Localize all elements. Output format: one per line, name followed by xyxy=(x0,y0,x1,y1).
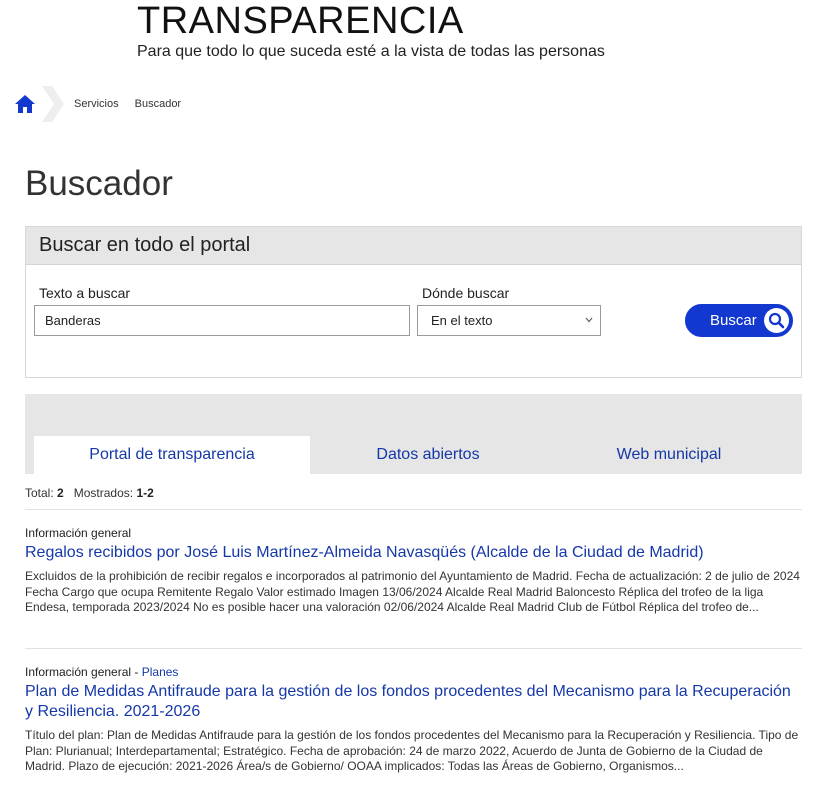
where-select-value: En el texto xyxy=(431,313,493,328)
result-category xyxy=(25,526,802,540)
chevron-right-icon xyxy=(40,86,64,122)
shown-label: Mostrados: xyxy=(73,486,134,500)
where-select[interactable] xyxy=(417,305,601,336)
result-category-label: Información general xyxy=(25,526,132,540)
search-panel xyxy=(25,226,802,378)
results-summary xyxy=(25,486,154,500)
result-snippet: Excluidos de la prohibición de recibir regalos e incorporados al patrimonio del Ayuntamiento de Madrid. Fecha de actualización: 2 de julio de 2024 Fecha Cargo que ocupa Remitente Regalo Valor estimado Imagen 13/06/2024 Alcalde Real Madrid Baloncesto Réplica del trofeo de la liga Endesa, temporada 2023/2024 No es posible hacer una valoración 02/06/2024 Alcalde Real Madrid Club de Fútbol Réplica del trofeo de... xyxy=(25,569,800,614)
tabs-bar xyxy=(25,394,802,474)
result-category xyxy=(25,665,802,679)
tab-portal-de-transparencia[interactable]: Portal de transparencia xyxy=(34,436,310,474)
tab-web-municipal[interactable]: Web municipal xyxy=(616,446,722,463)
result-item xyxy=(25,509,802,616)
shown-value: 1-2 xyxy=(136,486,154,500)
page-title: Buscador xyxy=(25,164,173,203)
search-panel-header xyxy=(26,227,801,265)
breadcrumb-home-link[interactable] xyxy=(12,91,38,117)
search-text-label: Texto a buscar xyxy=(39,285,131,301)
breadcrumb-item-servicios[interactable]: Servicios xyxy=(74,98,119,110)
site-subtitle: Para que todo lo que suceda esté a la vista de todas las personas xyxy=(137,43,605,60)
result-snippet: Título del plan: Plan de Medidas Antifraude para la gestión de los fondos procedentes del Mecanismo para la Recuperación y Resiliencia. Tipo de Plan: Plurianual; Interdepartamental; Estratégico. Fecha de aprobación: 24 de marzo 2022, Acuerdo de Junta de Gobierno de la Ciudad de Madrid. Plazo de ejecución: 2021-2026 Área/s de Gobierno/ OOAA implicados: Todas las Áreas de Gobierno, Organismos... xyxy=(25,728,799,773)
result-subcategory-link[interactable]: Planes xyxy=(141,665,179,679)
result-category-label: Información general xyxy=(25,665,132,679)
site-header xyxy=(137,0,605,61)
result-title-link[interactable]: Regalos recibidos por José Luis Martínez-Almeida Navasqüés (Alcalde de la Ciudad de Madrid) xyxy=(25,544,704,561)
breadcrumb xyxy=(12,86,187,122)
search-button[interactable] xyxy=(685,304,793,337)
site-title[interactable]: TRANSPARENCIA xyxy=(137,0,464,42)
chevron-down-icon xyxy=(584,315,594,325)
total-label: Total: xyxy=(25,486,54,500)
search-panel-title: Buscar en todo el portal xyxy=(39,234,251,256)
total-value: 2 xyxy=(57,486,64,500)
result-title-link[interactable]: Plan de Medidas Antifraude para la gestión de los fondos procedentes del Mecanismo para la Recuperación y Resiliencia. 2021-2026 xyxy=(25,683,791,720)
search-icon xyxy=(764,308,789,333)
where-label: Dónde buscar xyxy=(422,285,510,301)
breadcrumb-item-buscador[interactable]: Buscador xyxy=(134,98,182,110)
tab-datos-abiertos[interactable]: Datos abiertos xyxy=(376,446,480,463)
house-icon xyxy=(14,94,36,114)
result-item xyxy=(25,648,802,775)
search-input[interactable] xyxy=(34,305,410,336)
result-category-separator: - xyxy=(131,665,142,679)
search-button-label: Buscar xyxy=(710,312,757,329)
